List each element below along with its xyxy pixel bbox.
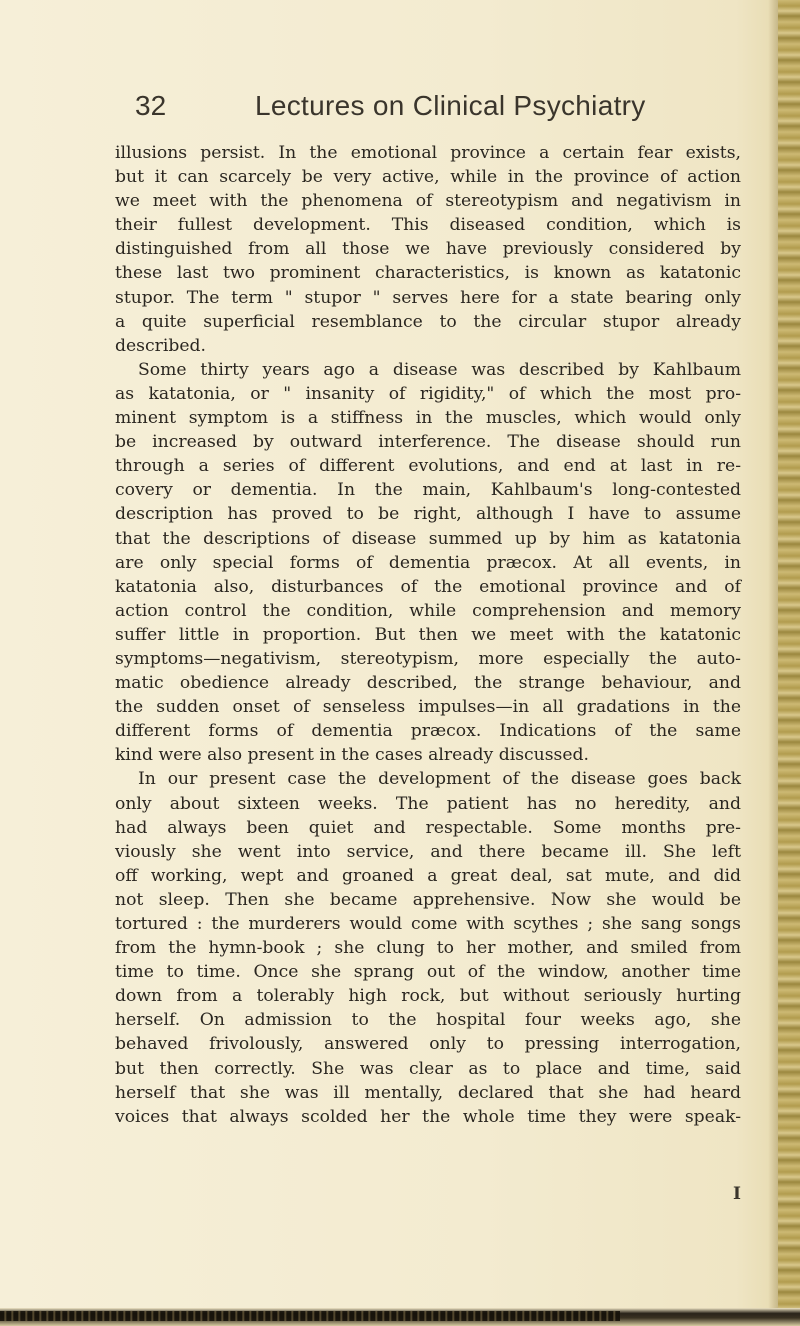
body-text: [115, 141, 741, 1129]
text-line: as katatonia, or " insanity of rigidity," of which the most pro-: [115, 383, 741, 404]
text-line: distinguished from all those we have previously considered by: [115, 239, 741, 260]
text-line: down from a tolerably high rock, but without seriously hurting: [115, 986, 741, 1007]
signature-mark: I: [733, 1184, 741, 1204]
text-line: Some thirty years ago a disease was described by Kahlbaum: [138, 359, 741, 380]
page-edge: [778, 0, 800, 1326]
text-line: covery or dementia. In the main, Kahlbaum's long-contested: [115, 480, 741, 501]
text-line: only about sixteen weeks. The patient has no heredity, and: [115, 793, 741, 814]
text-line: time to time. Once she sprang out of the window, another time: [115, 962, 741, 983]
text-line: their fullest development. This diseased condition, which is: [115, 215, 741, 236]
text-line: different forms of dementia præcox. Indications of the same: [115, 721, 741, 742]
text-line: suffer little in proportion. But then we meet with the katatonic: [115, 624, 741, 645]
text-line: action control the condition, while comprehension and memory: [115, 600, 741, 621]
text-line: not sleep. Then she became apprehensive. Now she would be: [115, 889, 741, 910]
page-number: 32: [135, 90, 167, 121]
text-line: are only special forms of dementia præcox. At all events, in: [115, 552, 741, 573]
text-line: stupor. The term " stupor " serves here for a state bearing only: [115, 287, 741, 308]
text-line: described.: [115, 335, 206, 356]
text-line: off working, wept and groaned a great deal, sat mute, and did: [115, 865, 741, 886]
text-line: that the descriptions of disease summed up by him as katatonia: [115, 528, 741, 549]
text-line: be increased by outward interference. The disease should run: [115, 432, 741, 453]
text-line: viously she went into service, and there became ill. She left: [115, 841, 741, 862]
text-line: but it can scarcely be very active, while in the province of action: [115, 167, 741, 188]
text-line: from the hymn-book ; she clung to her mother, and smiled from: [115, 938, 741, 959]
page-header: [135, 86, 755, 130]
text-line: matic obedience already described, the strange behaviour, and: [115, 673, 741, 694]
text-line: symptoms—negativism, stereotypism, more especially the auto-: [115, 648, 741, 669]
text-line: a quite superficial resemblance to the circular stupor already: [115, 311, 741, 332]
running-head: Lectures on Clinical Psychiatry: [255, 90, 646, 121]
text-line: In our present case the development of the disease goes back: [138, 769, 741, 790]
text-line: behaved frivolously, answered only to pressing interrogation,: [115, 1034, 741, 1055]
text-line: kind were also present in the cases already discussed.: [115, 745, 590, 766]
text-line: voices that always scolded her the whole time they were speak-: [115, 1106, 741, 1127]
text-line: had always been quiet and respectable. Some months pre-: [115, 817, 741, 838]
text-line: tortured : the murderers would come with scythes ; she sang songs: [115, 914, 741, 934]
text-line: but then correctly. She was clear as to place and time, said: [115, 1058, 741, 1079]
text-line: these last two prominent characteristics, is known as katatonic: [115, 263, 741, 284]
text-line: description has proved to be right, although I have to assume: [115, 504, 741, 525]
text-line: herself. On admission to the hospital four weeks ago, she: [115, 1010, 741, 1031]
binding-strip: [0, 1308, 800, 1326]
text-line: illusions persist. In the emotional province a certain fear exists,: [115, 143, 741, 163]
text-line: herself that she was ill mentally, declared that she had heard: [115, 1082, 741, 1103]
text-line: we meet with the phenomena of stereotypism and negativism in: [115, 191, 741, 212]
text-line: the sudden onset of senseless impulses—in all gradations in the: [115, 697, 741, 718]
text-line: through a series of different evolutions, and end at last in re-: [115, 456, 741, 477]
text-line: minent symptom is a stiffness in the muscles, which would only: [115, 408, 741, 429]
text-line: katatonia also, disturbances of the emotional province and of: [115, 576, 741, 597]
